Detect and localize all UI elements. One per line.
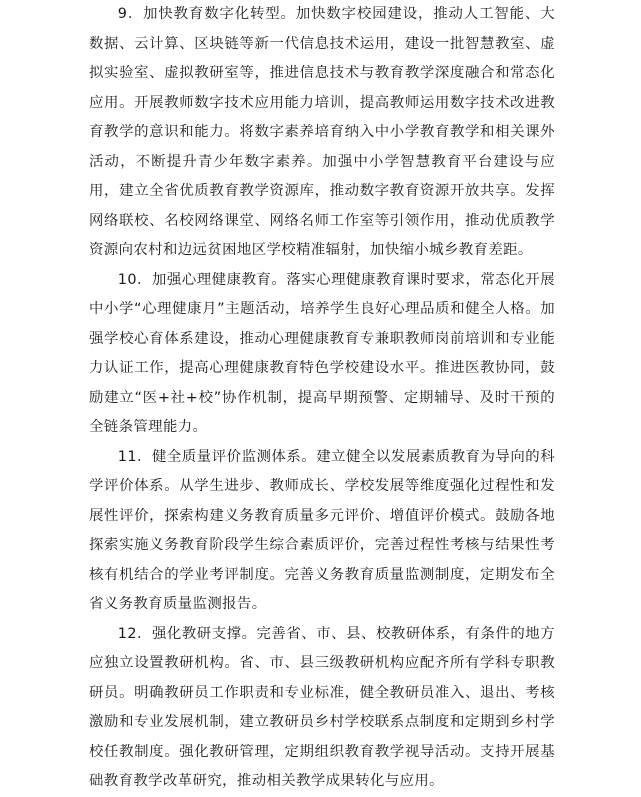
paragraph-12 [89,620,555,797]
paragraph-9 [89,0,555,266]
paragraph-number: 11． [117,448,152,465]
paragraph-number: 10． [117,271,152,288]
paragraph-number: 12． [117,625,152,642]
paragraph-text: 加快教育数字化转型。加快数字校园建设，推动人工智能、大数据、云计算、区块链等新一代信息技术运用，建设一批智慧教室、虚拟实验室、虚拟教研室等，推进信息技术与教育教学深度融合和常态化应用。开展教师数字技术应用能力培训，提高教师运用数字技术改进教育教学的意识和能力。将数字素养培育纳入中小学教育教学和相关课外活动，不断提升青少年数字素养。加强中小学智慧教育平台建设与应用，建立全省优质教育教学资源库，推动数字教育资源开放共享。发挥网络联校、名校网络课堂、网络名师工作室等引领作用，推动优质教学资源向农村和边远贫困地区学校精准辐射，加快缩小城乡教育差距。 [89,6,555,258]
paragraph-11 [89,443,555,620]
paragraph-text: 健全质量评价监测体系。建立健全以发展素质教育为导向的科学评价体系。从学生进步、教师成长、学校发展等维度强化过程性和发展性评价，探索构建义务教育质量多元评价、增值评价模式。鼓励各地探索实施义务教育阶段学生综合素质评价，完善过程性考核与结果性考核有机结合的学业考评制度。完善义务教育质量监测制度，定期发布全省义务教育质量监测报告。 [89,448,555,612]
paragraph-text: 强化教研支撑。完善省、市、县、校教研体系，有条件的地方应独立设置教研机构。省、市、县三级教研机构应配齐所有学科专职教研员。明确教研员工作职责和专业标准，健全教研员准入、退出、考核激励和专业发展机制，建立教研员乡村学校联系点制度和定期到乡村学校任教制度。强化教研管理，定期组织教育教学视导活动。支持开展基础教育教学改革研究，推动相关教学成果转化与应用。 [89,625,555,789]
paragraph-10 [89,266,555,443]
paragraph-number: 9． [117,6,144,22]
paragraph-text: 加强心理健康教育。落实心理健康教育课时要求，常态化开展中小学“心理健康月”主题活动，培养学生良好心理品质和健全人格。加强学校心育体系建设，推动心理健康教育专兼职教师岗前培训和专业能力认证工作，提高心理健康教育特色学校建设水平。推进医教协同，鼓励建立“医+社+校”协作机制，提高早期预警、定期辅导、及时干预的全链条管理能力。 [89,271,555,435]
document-body [89,0,555,797]
